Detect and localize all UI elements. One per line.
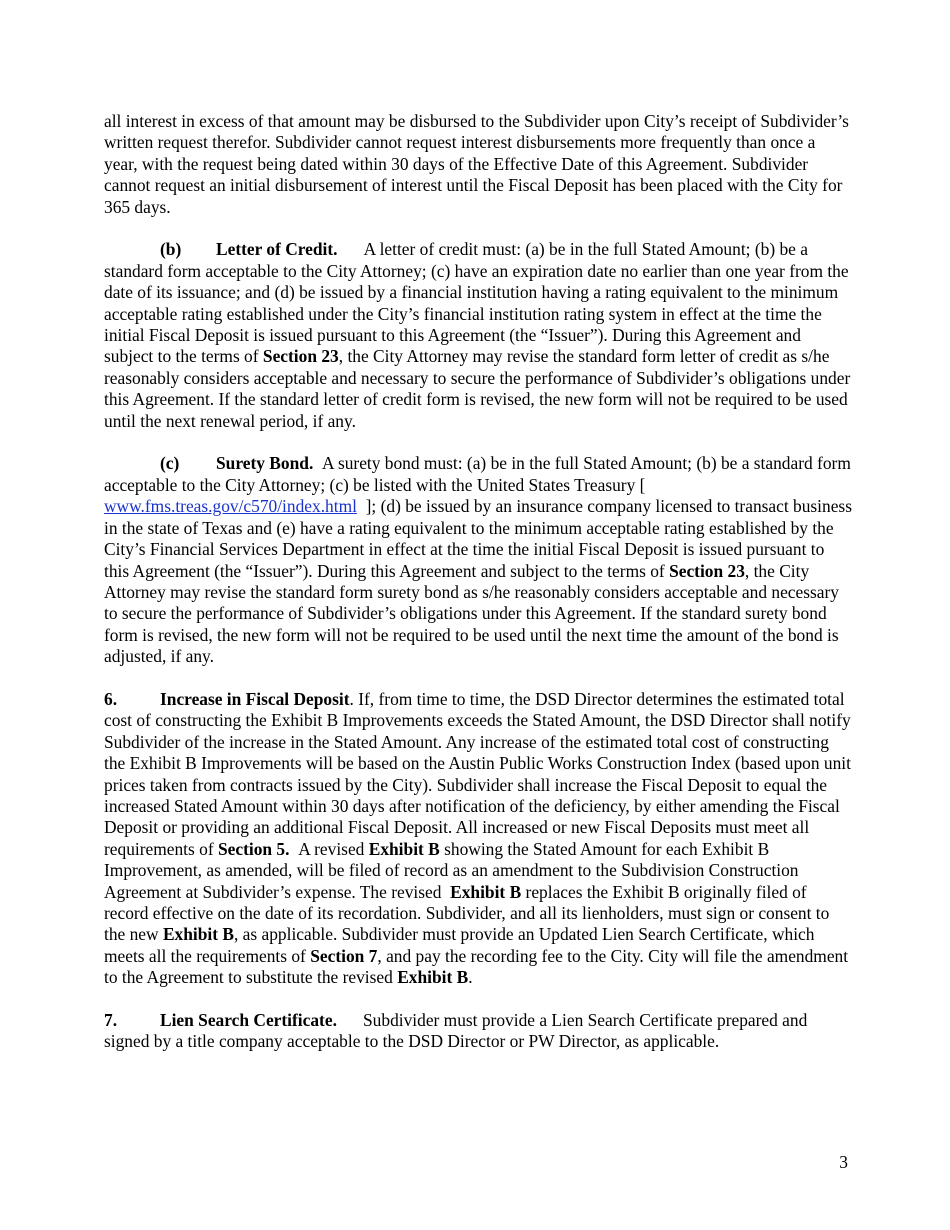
treasury-link[interactable]: www.fms.treas.gov/c570/index.html <box>104 496 357 517</box>
section-6-ref-exhibit-b-4: Exhibit B <box>397 967 469 988</box>
section-7-title: Lien Search Certificate. <box>160 1010 337 1030</box>
surety-bond-section-ref: Section 23 <box>669 560 745 581</box>
document-page <box>104 111 852 1074</box>
section-6-text-4: replaces the Exhibit B originally filed of record effective on the date of its recordation. Subdivider, and all its lienholders, must sign or consent to the new <box>104 881 830 945</box>
section-7-number: 7. <box>104 1010 118 1030</box>
section-6-ref-exhibit-b-1: Exhibit B <box>368 838 440 859</box>
section-7-lien-search-certificate <box>104 1010 852 1053</box>
letter-of-credit-text-1: A letter of credit must: (a) be in the full Stated Amount; (b) be a standard form acceptable to the City Attorney; (c) have an expiration date no earlier than one year from the date of its issuance; and (d) be issued by a financial institution having a rating equivalent to the minimum acceptable rating established under the City’s financial institution rating system in effect at the time the initial Fiscal Deposit is issued pursuant to this Agreement (the “Issuer”). During this Agreement and subject to the terms of <box>104 239 849 367</box>
letter-of-credit-text-2: , the City Attorney may revise the standard form letter of credit as s/he reasonably considers acceptable and necessary to secure the performance of Subdivider’s obligations under this Agreement. If the standard letter of credit form is revised, the new form will not be required to be used until the next renewal period, if any. <box>104 346 851 431</box>
section-6-ref-exhibit-b-3: Exhibit B <box>162 924 234 945</box>
section-6-ref-section-7: Section 7 <box>310 945 378 966</box>
page-number: 3 <box>839 1152 848 1172</box>
section-6-title: Increase in Fiscal Deposit <box>160 688 350 709</box>
paragraph-surety-bond <box>104 453 852 667</box>
letter-of-credit-label: (b) <box>160 239 182 260</box>
section-6-text-6: , and pay the recording fee to the City. City will file the amendment to the Agreement to substitute the revised <box>104 945 849 988</box>
section-6-text-1: . If, from time to time, the DSD Director determines the estimated total cost of constructing the Exhibit B Improvements exceeds the Stated Amount, the DSD Director shall notify Subdivider of the increase in the Stated Amount. Any increase of the estimated total cost of constructing the Exhibit B Improvements will be based on the Austin Public Works Construction Index (based upon unit prices taken from contracts issued by the City). Subdivider shall increase the Fiscal Deposit to equal the increased Stated Amount within 30 days after notification of the deficiency, by either amending the Fiscal Deposit or providing an additional Fiscal Deposit. All increased or new Fiscal Deposits must meet all requirements of <box>104 688 851 859</box>
surety-bond-title: Surety Bond. <box>216 453 314 474</box>
section-6-text-5: , as applicable. Subdivider must provide an Updated Lien Search Certificate, which meets all the requirements of <box>104 924 815 966</box>
surety-bond-text-3: , the City Attorney may revise the standard form surety bond as s/he reasonably considers acceptable and necessary to secure the performance of Subdivider’s obligations under this Agreement. If the standard surety bond form is revised, the new form will not be required to be used until the next time the amount of the bond is adjusted, if any. <box>104 560 839 667</box>
section-6-text-3: showing the Stated Amount for each Exhibit B Improvement, as amended, will be filed of record as an amendment to the Subdivision Construction Agreement at Subdivider’s expense. The revised <box>104 838 799 902</box>
section-7-text: Subdivider must provide a Lien Search Certificate prepared and signed by a title company acceptable to the DSD Director or PW Director, as applicable. <box>104 1010 808 1052</box>
surety-bond-text-2: ]; (d) be issued by an insurance company licensed to transact business in the state of Texas and (e) have a rating equivalent to the minimum acceptable rating established by the City’s Financial Services Department in effect at the time the initial Fiscal Deposit is issued pursuant to this Agreement (the “Issuer”). During this Agreement and subject to the terms of <box>104 496 852 581</box>
paragraph-interest-disbursement <box>104 111 852 218</box>
section-6-number: 6. <box>104 688 118 709</box>
section-6-ref-exhibit-b-2: Exhibit B <box>450 881 522 902</box>
section-6-text-7: . <box>468 967 473 988</box>
section-6-text-2: A revised <box>298 838 365 859</box>
letter-of-credit-title: Letter of Credit. <box>216 239 338 260</box>
section-6-increase-in-fiscal-deposit <box>104 689 852 989</box>
letter-of-credit-section-ref: Section 23 <box>262 346 339 367</box>
interest-disbursement-text: all interest in excess of that amount may be disbursed to the Subdivider upon City’s receipt of Subdivider’s written request therefor. Subdivider cannot request interest disbursements more frequently than once a year, with the request being dated within 30 days of the Effective Date of this Agreement. Subdivider cannot request an initial disbursement of interest until the Fiscal Deposit has been placed with the City for 365 days. <box>104 111 849 217</box>
surety-bond-text-1: A surety bond must: (a) be in the full Stated Amount; (b) be a standard form acceptable to the City Attorney; (c) be listed with the United States Treasury [ <box>104 453 851 495</box>
surety-bond-label: (c) <box>160 453 180 474</box>
paragraph-letter-of-credit <box>104 239 852 432</box>
section-6-ref-section-5: Section 5. <box>217 838 290 859</box>
